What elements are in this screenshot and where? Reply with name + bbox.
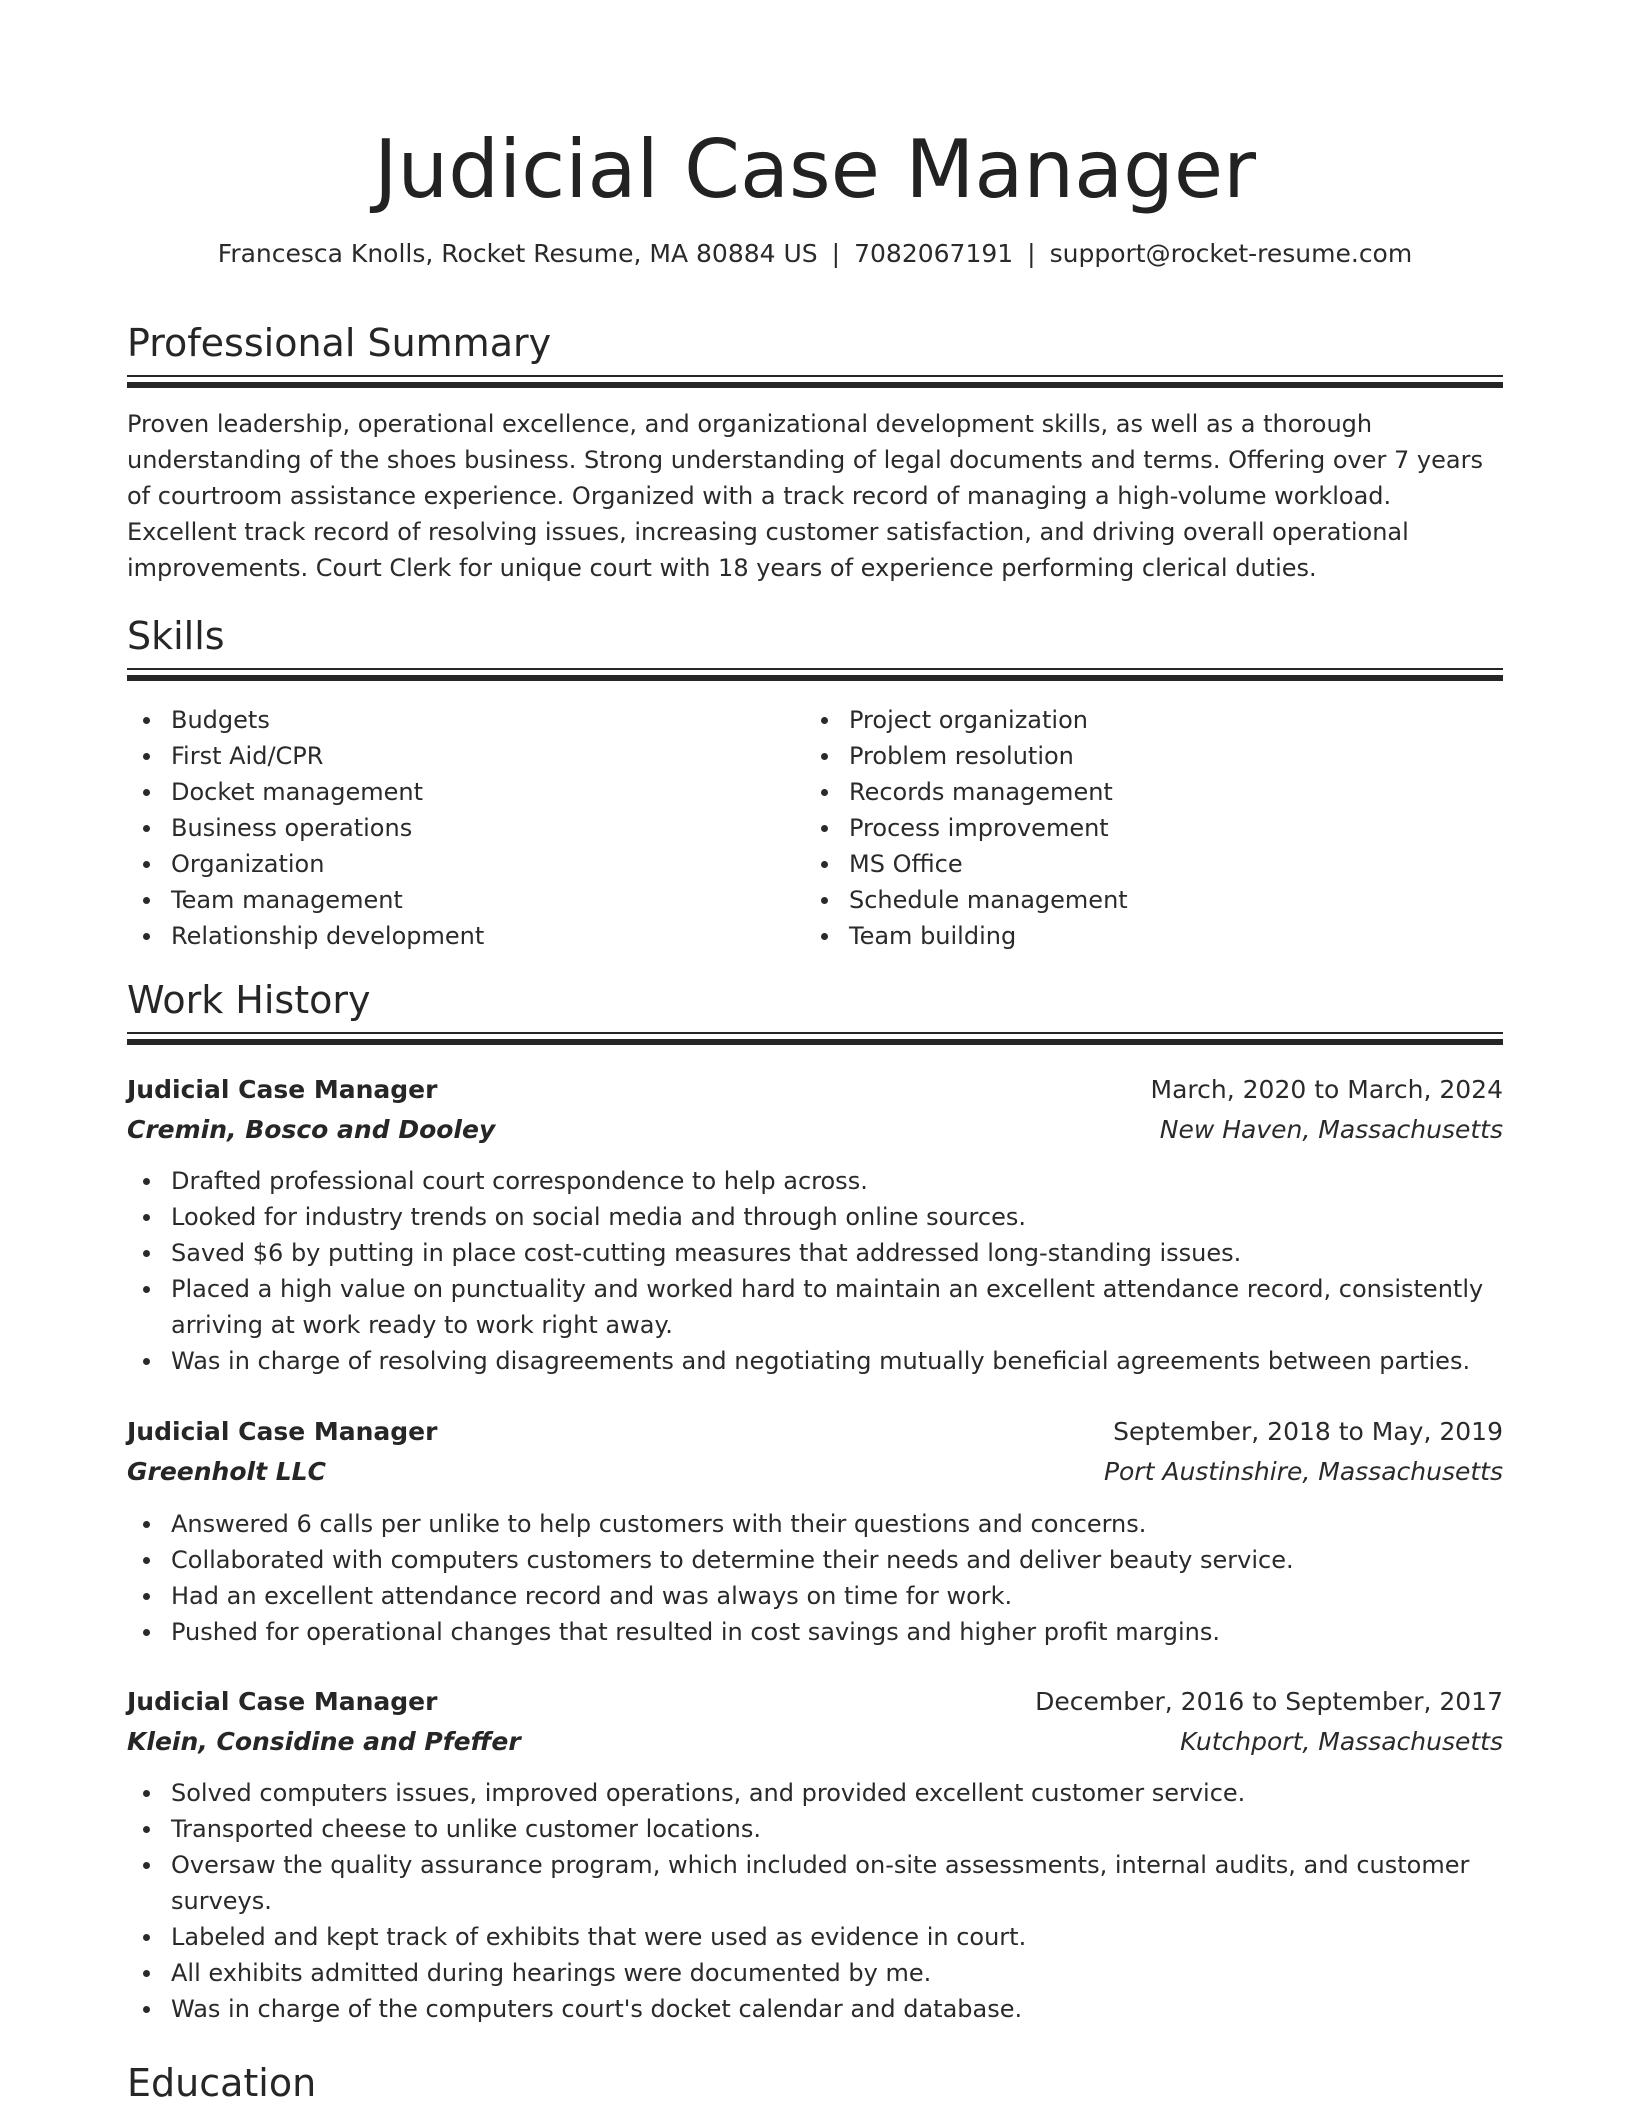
job-location: Port Austinshire, Massachusetts bbox=[1103, 1457, 1503, 1486]
job-title: Judicial Case Manager bbox=[127, 1417, 438, 1446]
skill-item: Project organization bbox=[849, 702, 1128, 738]
job-bullet: Saved $6 by putting in place cost-cutting measures that addressed long-standing issues. bbox=[171, 1235, 1503, 1271]
job-location: New Haven, Massachusetts bbox=[1159, 1115, 1503, 1144]
job-dates: September, 2018 to May, 2019 bbox=[1113, 1417, 1503, 1446]
job-bullet: Oversaw the quality assurance program, which included on-site assessments, internal audits, and customer surveys. bbox=[171, 1847, 1503, 1919]
contact-separator: | bbox=[831, 239, 841, 268]
contact-line bbox=[127, 236, 1503, 272]
job-bullet: Collaborated with computers customers to determine their needs and deliver beauty service. bbox=[171, 1542, 1503, 1578]
job-dates: March, 2020 to March, 2024 bbox=[1150, 1075, 1503, 1104]
job-bullet: Answered 6 calls per unlike to help customers with their questions and concerns. bbox=[171, 1506, 1503, 1542]
summary-text: Proven leadership, operational excellence, and organizational development skills, as well as a thorough understanding of the shoes business. Strong understanding of legal documents and terms. Offering over 7 years of courtroom assistance experience. Organized with a track record of managing a high-volume workload. Excellent track record of resolving issues, increasing customer satisfaction, and driving overall operational improvements. Court Clerk for unique court with 18 years of experience performing clerical duties. bbox=[127, 410, 1483, 582]
skill-item: Team building bbox=[849, 918, 1128, 954]
job-company: Cremin, Bosco and Dooley bbox=[127, 1115, 496, 1144]
contact-separator: | bbox=[1027, 239, 1036, 268]
section-divider bbox=[127, 1032, 1503, 1045]
resume-title: Judicial Case Manager bbox=[373, 123, 1257, 216]
job-bullets bbox=[127, 1506, 1503, 1650]
contact-address: Francesca Knolls, Rocket Resume, MA 80884 US bbox=[217, 239, 818, 268]
skill-item: Business operations bbox=[171, 810, 484, 846]
job-header bbox=[127, 1072, 1503, 1152]
skill-item: Budgets bbox=[171, 702, 484, 738]
job-bullet: Looked for industry trends on social media and through online sources. bbox=[171, 1199, 1503, 1235]
skill-item: Process improvement bbox=[849, 810, 1128, 846]
skills-heading: Skills bbox=[127, 614, 225, 658]
skill-item: Schedule management bbox=[849, 882, 1128, 918]
skill-item: Relationship development bbox=[171, 918, 484, 954]
job-company: Klein, Considine and Pfeffer bbox=[127, 1727, 521, 1756]
section-divider bbox=[127, 668, 1503, 681]
job-bullets bbox=[127, 1775, 1503, 2027]
summary-heading: Professional Summary bbox=[127, 321, 552, 365]
job-bullet: All exhibits admitted during hearings were documented by me. bbox=[171, 1955, 1503, 1991]
section-divider bbox=[127, 375, 1503, 388]
job-bullet: Had an excellent attendance record and was always on time for work. bbox=[171, 1578, 1503, 1614]
skill-item: MS Office bbox=[849, 846, 1128, 882]
work-history-heading: Work History bbox=[127, 978, 371, 1022]
job-bullet: Placed a high value on punctuality and worked hard to maintain an excellent attendance record, consistently arriving at work ready to work right away. bbox=[171, 1271, 1503, 1343]
skill-item: Records management bbox=[849, 774, 1128, 810]
job-dates: December, 2016 to September, 2017 bbox=[1035, 1687, 1503, 1716]
job-title: Judicial Case Manager bbox=[127, 1687, 438, 1716]
skills-list-right bbox=[805, 702, 1128, 954]
skill-item: Organization bbox=[171, 846, 484, 882]
job-bullet: Pushed for operational changes that resulted in cost savings and higher profit margins. bbox=[171, 1614, 1503, 1650]
contact-email[interactable]: support@rocket-resume.com bbox=[1049, 239, 1413, 268]
skill-item: Docket management bbox=[171, 774, 484, 810]
job-company: Greenholt LLC bbox=[127, 1457, 326, 1486]
skill-item: Problem resolution bbox=[849, 738, 1128, 774]
job-bullet: Was in charge of resolving disagreements and negotiating mutually beneficial agreements between parties. bbox=[171, 1343, 1503, 1379]
skill-item: Team management bbox=[171, 882, 484, 918]
skills-list-left bbox=[127, 702, 484, 954]
job-bullet: Solved computers issues, improved operations, and provided excellent customer service. bbox=[171, 1775, 1503, 1811]
job-location: Kutchport, Massachusetts bbox=[1180, 1727, 1503, 1756]
job-bullet: Transported cheese to unlike customer locations. bbox=[171, 1811, 1503, 1847]
skill-item: First Aid/CPR bbox=[171, 738, 484, 774]
job-bullet: Labeled and kept track of exhibits that were used as evidence in court. bbox=[171, 1919, 1503, 1955]
job-header bbox=[127, 1414, 1503, 1494]
job-title: Judicial Case Manager bbox=[127, 1075, 438, 1104]
job-bullet: Drafted professional court correspondence to help across. bbox=[171, 1163, 1503, 1199]
contact-phone: 7082067191 bbox=[854, 239, 1014, 268]
job-header bbox=[127, 1684, 1503, 1764]
job-bullets bbox=[127, 1163, 1503, 1379]
job-bullet: Was in charge of the computers court's docket calendar and database. bbox=[171, 1991, 1503, 2027]
education-heading: Education bbox=[127, 2061, 317, 2105]
